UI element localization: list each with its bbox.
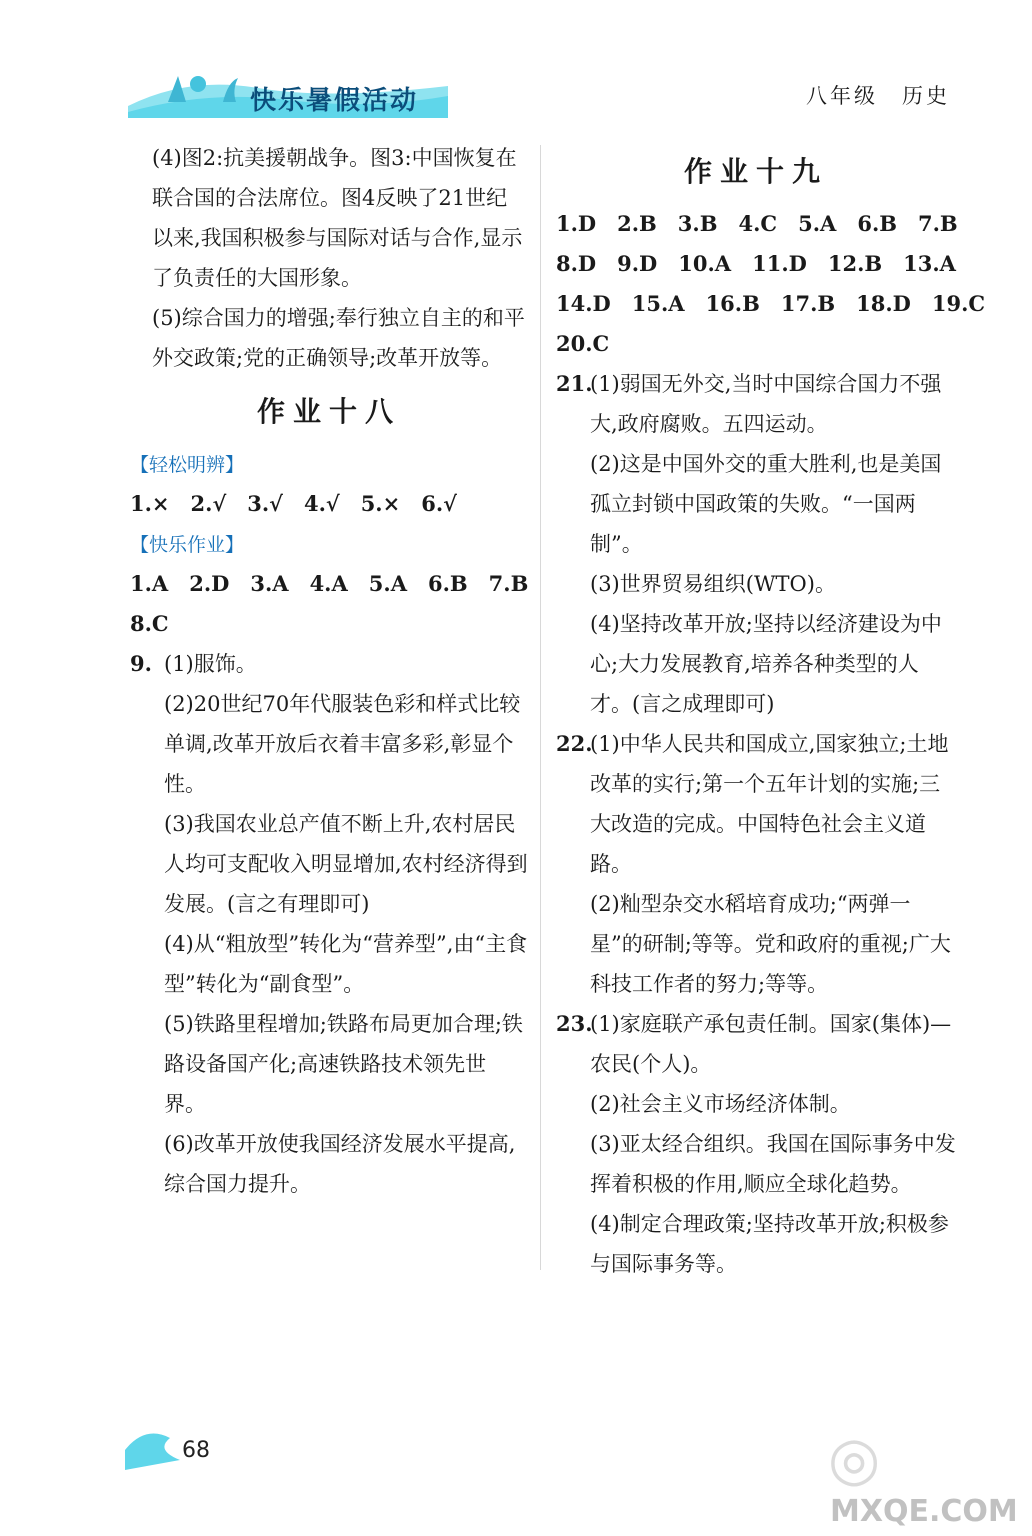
- page-number: 68: [182, 1438, 210, 1463]
- answer-part: (4)坚持改革开放;坚持以经济建设为中心;大力发展教育,培养各种类型的人才。(言之成理即可): [590, 612, 942, 716]
- watermark-text: MXQE.COM: [830, 1494, 1018, 1529]
- answer-part: (1)中华人民共和国成立,国家独立;土地改革的实行;第一个五年计划的实施;三大改造的完成。中国特色社会主义道路。: [590, 732, 949, 876]
- answer-part: (2)籼型杂交水稻培育成功;“两弹一星”的研制;等等。党和政府的重视;广大科技工作者的努力;等等。: [590, 892, 951, 996]
- tag-kuaile: 【快乐作业】: [130, 534, 245, 556]
- choice-answers: 8.C: [130, 611, 169, 636]
- question-number: 22.: [556, 731, 593, 756]
- answer-part: (1)服饰。: [164, 652, 257, 676]
- question-number: 21.: [556, 371, 593, 396]
- tag-qingsong: 【轻松明辨】: [130, 454, 245, 476]
- answer-part: (2)20世纪70年代服装色彩和样式比较单调,改革开放后衣着丰富多彩,彰显个性。: [164, 692, 521, 796]
- section-18-title: 作业十八: [256, 395, 401, 428]
- choice-answers: 14.D 15.A 16.B 17.B 18.D 19.C: [556, 291, 986, 316]
- question-23: [556, 1004, 956, 1284]
- answer-part: (3)亚太经合组织。我国在国际事务中发挥着积极的作用,顺应全球化趋势。: [590, 1132, 956, 1196]
- question-21: [556, 364, 956, 724]
- choice-answers: 1.A 2.D 3.A 4.A 5.A 6.B 7.B: [130, 571, 529, 596]
- question-number: 23.: [556, 1011, 593, 1036]
- answer-part: (1)家庭联产承包责任制。国家(集体)—农民(个人)。: [590, 1012, 952, 1076]
- answer-paragraph: (5)综合国力的增强;奉行独立自主的和平外交政策;党的正确领导;改革开放等。: [152, 306, 525, 370]
- choice-answers: 1.D 2.B 3.B 4.C 5.A 6.B 7.B: [556, 211, 958, 236]
- choice-answers: 8.D 9.D 10.A 11.D 12.B 13.A: [556, 251, 956, 276]
- question-number: 9.: [130, 651, 152, 676]
- answer-part: (5)铁路里程增加;铁路布局更加合理;铁路设备国产化;高速铁路技术领先世界。: [164, 1012, 523, 1116]
- watermark-logo-icon: ◎: [828, 1424, 881, 1494]
- answer-part: (4)从“粗放型”转化为“营养型”,由“主食型”转化为“副食型”。: [164, 932, 528, 996]
- answer-part: (6)改革开放使我国经济发展水平提高,综合国力提升。: [164, 1132, 516, 1196]
- answer-part: (2)社会主义市场经济体制。: [590, 1092, 851, 1116]
- answer-paragraph: (4)图2:抗美援朝战争。图3:中国恢复在联合国的合法席位。图4反映了21世纪以来,我国积极参与国际对话与合作,显示了负责任的大国形象。: [152, 146, 523, 290]
- answer-part: (2)这是中国外交的重大胜利,也是美国孤立封锁中国政策的失败。“一国两制”。: [590, 452, 942, 556]
- judge-answers: 1.× 2.√ 3.√ 4.√ 5.× 6.√: [130, 491, 457, 516]
- page-header: [0, 0, 1032, 125]
- question-22: [556, 724, 956, 1004]
- left-column: [130, 138, 528, 1204]
- grade-subject: 八年级 历史: [806, 84, 950, 108]
- answer-part: (1)弱国无外交,当时中国综合国力不强大,政府腐败。五四运动。: [590, 372, 942, 436]
- question-9: [130, 644, 528, 1204]
- right-column: [556, 138, 986, 1284]
- answer-part: (4)制定合理政策;坚持改革开放;积极参与国际事务等。: [590, 1212, 949, 1276]
- banner-title: 快乐暑假活动: [250, 86, 419, 116]
- choice-answers: 20.C: [556, 331, 610, 356]
- column-divider: [540, 145, 541, 1270]
- section-19-title: 作业十九: [683, 155, 828, 188]
- answer-part: (3)世界贸易组织(WTO)。: [590, 572, 836, 596]
- answer-part: (3)我国农业总产值不断上升,农村居民人均可支配收入明显增加,农村经济得到发展。(言之有理即可): [164, 812, 528, 916]
